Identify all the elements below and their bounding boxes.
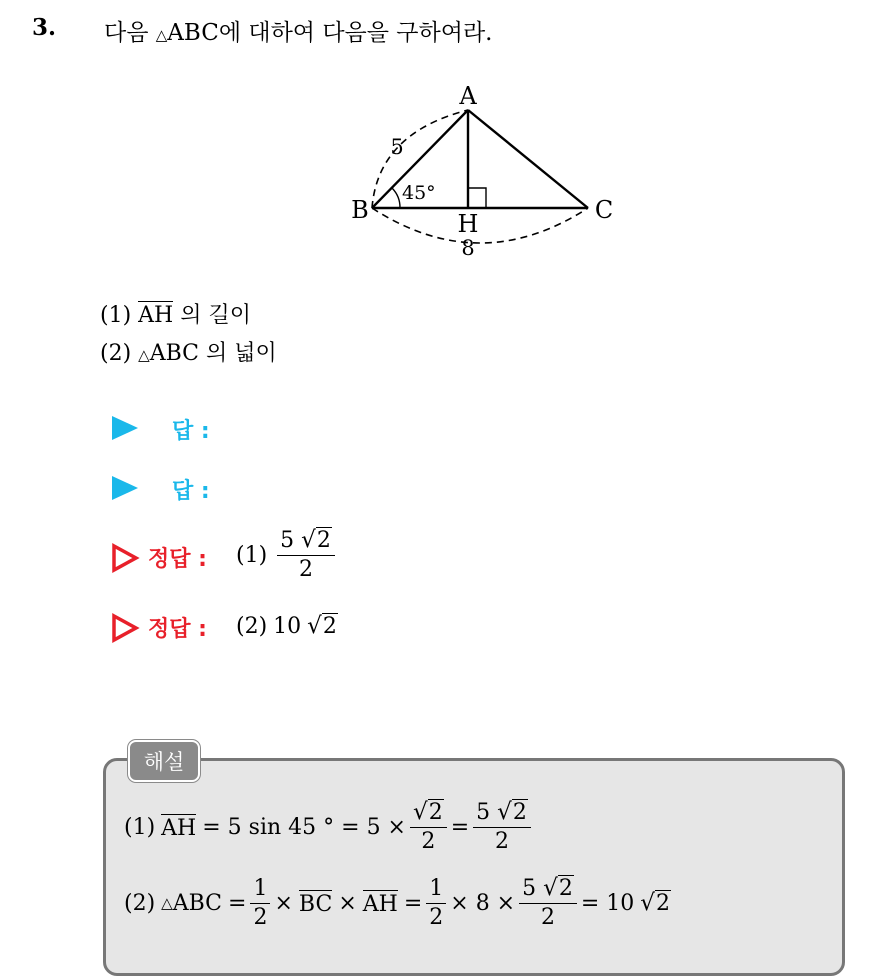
label-a: A xyxy=(459,82,477,110)
triangle-symbol: △ xyxy=(155,26,168,44)
denominator: 2 xyxy=(429,904,444,930)
radicand: 2 xyxy=(322,614,337,639)
fraction xyxy=(426,877,446,930)
fraction: $\frac{5 √2}{2}$ xyxy=(277,528,335,583)
times: × xyxy=(274,890,293,916)
coef: 5 xyxy=(280,528,295,553)
segment-ah: AH xyxy=(362,891,398,917)
radicand: 2 xyxy=(316,528,331,553)
item-1 xyxy=(100,298,251,329)
equation-part: = 5 sin 45 ° = 5 × xyxy=(202,814,406,840)
fraction: $\frac{√2}{2}$ xyxy=(410,800,447,855)
item-2-text: 의 넓이 xyxy=(206,341,277,366)
item-2-number: (2) xyxy=(100,341,132,366)
correct-label: 정답 : xyxy=(148,617,207,642)
line-number: (2) xyxy=(124,890,156,916)
fraction: $\frac{5 √2}{2}$ xyxy=(473,800,531,855)
segment-ah: AH xyxy=(161,815,197,841)
denominator: 2 xyxy=(421,829,436,855)
correct-label: 정답 : xyxy=(148,547,207,572)
denominator: 2 xyxy=(253,904,268,930)
question-number: 3. xyxy=(32,14,57,41)
angle-arc-b xyxy=(392,188,400,208)
result: = 10 xyxy=(580,890,635,916)
correct-2-number: (2) xyxy=(236,613,268,639)
answer-label: 답 : xyxy=(172,479,210,504)
label-b: B xyxy=(351,196,369,224)
item-1-text: 의 길이 xyxy=(180,303,251,328)
correct-arrow-icon xyxy=(110,543,140,573)
label-angle-b: 45° xyxy=(402,182,436,204)
arc-bc xyxy=(372,208,588,243)
correct-1-number: (1) xyxy=(236,542,268,568)
triangle-symbol: △ xyxy=(161,894,173,913)
triangle-symbol: △ xyxy=(138,346,150,364)
label-c: C xyxy=(594,196,614,224)
solution-tab: 해설 xyxy=(128,740,200,782)
denominator: 2 xyxy=(495,829,510,855)
solution-line-2: (2) △ ABC = $\frac{1}{2}$ × BC × AH = $\frac{1}{2}$ × 8 × $\frac{5 √2}{2}$ = 10 √2 xyxy=(124,875,670,931)
equation-part: × 8 × xyxy=(450,890,516,916)
item-2 xyxy=(100,336,277,367)
denominator: 2 xyxy=(299,557,314,583)
coef: 10 xyxy=(273,613,302,639)
triangle-name: ABC xyxy=(149,341,200,366)
triangle-figure xyxy=(340,78,630,268)
label-h: H xyxy=(457,210,479,238)
question-text xyxy=(104,14,493,47)
numerator: 1 xyxy=(426,877,446,904)
radicand: 2 xyxy=(512,800,527,825)
solution-box xyxy=(103,758,845,976)
triangle-name: ABC xyxy=(167,20,219,46)
label-side-bc: 8 xyxy=(461,236,475,260)
correct-arrow-icon xyxy=(110,613,140,643)
radicand: 2 xyxy=(428,800,443,825)
segment-ah: AH xyxy=(138,303,174,328)
coef: 5 xyxy=(476,800,491,825)
question-suffix: 에 대하여 다음을 구하여라. xyxy=(218,20,493,46)
question-prefix: 다음 xyxy=(104,20,149,46)
fraction: $\frac{5 √2}{2}$ xyxy=(519,876,577,931)
item-1-number: (1) xyxy=(100,303,132,328)
answer-label: 답 : xyxy=(172,419,210,444)
denominator: 2 xyxy=(540,905,555,931)
equals: = xyxy=(450,814,470,840)
line-number: (1) xyxy=(124,814,156,840)
radicand: 2 xyxy=(558,876,573,901)
coef: 5 xyxy=(522,876,537,901)
answer-arrow-icon xyxy=(112,416,138,440)
times: × xyxy=(338,890,357,916)
fraction xyxy=(250,877,270,930)
solution-line-1 xyxy=(124,800,535,855)
triangle-name: ABC xyxy=(172,890,223,916)
radicand: 2 xyxy=(655,891,670,917)
equals: = xyxy=(403,890,423,916)
segment-bc: BC xyxy=(298,891,333,917)
equals: = xyxy=(228,890,247,916)
answer-arrow-icon xyxy=(112,476,138,500)
label-side-ab: 5 xyxy=(390,135,404,159)
correct-answer-1 xyxy=(236,528,339,583)
numerator: 1 xyxy=(250,877,270,904)
right-angle-mark xyxy=(468,188,486,208)
correct-answer-2: (2) 10 √2 xyxy=(236,613,337,639)
